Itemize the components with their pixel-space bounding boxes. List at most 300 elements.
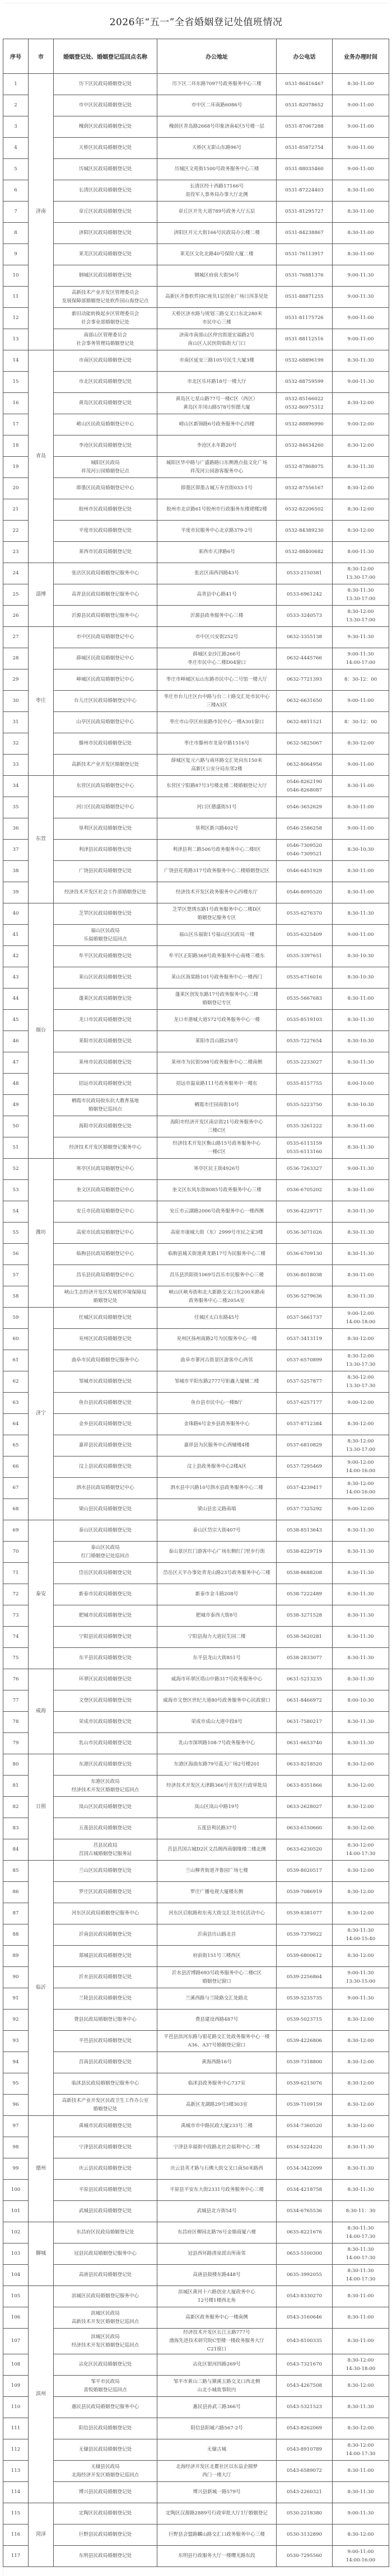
- office-name: [54, 457, 157, 478]
- table-row: [3, 308, 389, 329]
- office-phone: [277, 1946, 333, 1967]
- office-phone: [277, 1690, 333, 1712]
- row-number: 8: [3, 223, 29, 244]
- office-phone: [277, 2546, 333, 2567]
- office-hours: [333, 2031, 389, 2052]
- office-hours: [333, 521, 389, 542]
- row-number: 13: [3, 329, 29, 350]
- row-number: 21: [3, 499, 29, 521]
- table-row: [3, 2137, 389, 2158]
- office-name-line: 市南区民政局婚姻登记处: [78, 358, 132, 363]
- office-address-line: 退役军人事务局办事大厅北侧: [185, 191, 248, 198]
- office-address: [157, 967, 277, 989]
- office-name-line: 红门婚姻登记处巡回点: [81, 1553, 129, 1559]
- office-name-line: 经济技术开发区婚姻登记巡回点: [71, 1787, 139, 1793]
- office-name-line: 招远市民政局婚姻登记处: [78, 1081, 132, 1086]
- office-hours: [333, 1031, 389, 1052]
- office-phone-line: 0536-6709130: [286, 1251, 323, 1257]
- office-hours: [333, 2439, 389, 2461]
- office-name: [54, 1371, 157, 1393]
- office-phone-line: 0543-5321523: [286, 2404, 323, 2410]
- office-phone: [277, 2397, 333, 2418]
- office-hours: [333, 223, 389, 244]
- office-hours-line: 8:30-12:00: [347, 566, 374, 572]
- row-number: 51: [3, 1137, 29, 1159]
- header-hours: 业务办理时间: [333, 39, 389, 74]
- office-phone-line: 0532-68896199: [285, 358, 324, 363]
- office-address-line: 博兴县新城一路579号: [193, 2489, 241, 2495]
- office-phone-line: 0631-7580217: [286, 1719, 323, 1725]
- office-phone-line: 0539-6800612: [286, 1953, 323, 1959]
- row-number: 16: [3, 393, 29, 414]
- office-address: [157, 1223, 277, 1244]
- office-phone-line: 0532-82206502: [285, 507, 324, 512]
- office-address-line: 冠县西环路清泉派出所南邻: [188, 2251, 246, 2256]
- office-phone-line: 0531-87067288: [285, 124, 324, 129]
- office-name: [54, 2503, 157, 2525]
- office-name-line: 张店区民政局婚姻登记服务中心: [71, 570, 139, 576]
- office-hours-line: 8:30-11:00: [347, 783, 374, 789]
- office-phone: [277, 521, 333, 542]
- office-phone-line: 0539-6213076: [286, 2081, 323, 2086]
- office-address-line: 经济技术开发区长江五路777号: [183, 2330, 250, 2335]
- office-address: [157, 499, 277, 521]
- table-row: [3, 989, 389, 1010]
- office-address-line: 高青县中心路41号: [197, 592, 237, 597]
- table-row: [3, 1371, 389, 1393]
- office-phone-line: 0543-8100335: [286, 2338, 323, 2344]
- office-address: [157, 308, 277, 329]
- office-phone: [277, 925, 333, 946]
- office-hours: [333, 159, 389, 180]
- office-hours: [333, 648, 389, 669]
- office-address: [157, 180, 277, 202]
- row-number: 12: [3, 308, 29, 329]
- office-phone: [277, 1329, 333, 1350]
- row-number: 19: [3, 457, 29, 478]
- office-name-line: 胶州市民政局婚姻登记处: [78, 507, 132, 512]
- office-name-line: 市中区民政局婚姻登记处: [78, 102, 132, 108]
- office-address: [157, 1010, 277, 1031]
- office-name-line: 宁津县民政局婚姻登记处: [78, 2144, 132, 2150]
- office-hours: [333, 2158, 389, 2180]
- office-phone: [277, 180, 333, 202]
- office-hours-line: 8:30-12:00: [347, 741, 374, 746]
- office-address: [157, 1244, 277, 1265]
- office-address: [157, 414, 277, 435]
- office-phone-line: 0533-6961242: [286, 592, 323, 597]
- office-phone: [277, 755, 333, 776]
- office-hours: [333, 1435, 389, 1456]
- office-hours: [333, 1265, 389, 1286]
- office-hours: [333, 2397, 389, 2418]
- office-hours: [333, 1201, 389, 1223]
- office-address-line: 经济技术开发区天津路366号开发区行政审批局: [166, 1783, 267, 1788]
- office-phone: [277, 1350, 333, 1371]
- office-name-line: 薛城区民政局婚姻登记中心: [76, 655, 134, 661]
- table-row: [3, 180, 389, 202]
- office-hours: [333, 1095, 389, 1116]
- row-number: 101: [3, 2201, 29, 2222]
- office-name: [54, 2329, 157, 2354]
- office-name-line: 山亭区民政局婚姻登记中心: [76, 719, 134, 725]
- office-hours: [333, 202, 389, 223]
- office-phone-line: 0537-4239417: [286, 1485, 323, 1491]
- table-row: [3, 2222, 389, 2244]
- office-hours: [333, 478, 389, 499]
- office-address: [157, 1350, 277, 1371]
- table-row: [3, 1456, 389, 1478]
- office-name: [54, 1839, 157, 1861]
- office-address: [157, 1180, 277, 1201]
- office-hours-line: 8:30-11:00: [347, 188, 374, 193]
- row-number: 37: [3, 840, 29, 861]
- table-row: [3, 2418, 389, 2439]
- office-name: [54, 2265, 157, 2286]
- office-hours: [333, 2461, 389, 2482]
- office-name: [54, 2418, 157, 2439]
- office-address: [157, 755, 277, 776]
- office-hours: [333, 350, 389, 372]
- office-phone: [277, 2286, 333, 2307]
- office-address-line: 蓬莱区创发东路17号政务服务中心三楼: [175, 991, 259, 997]
- office-phone: [277, 1201, 333, 1223]
- row-number: 42: [3, 946, 29, 967]
- office-hours-line: 8:30-12:00: [347, 2383, 374, 2388]
- office-phone-line: 0631-8466972: [286, 1698, 323, 1703]
- office-name: [54, 2031, 157, 2052]
- office-hours-line: 14:00-15:40: [346, 1936, 376, 1942]
- office-address-line: 经济技术开发区政务服务中心四楼东厅: [175, 889, 258, 895]
- office-address: [157, 521, 277, 542]
- office-hours-line: 8:30-11:30: [347, 2144, 374, 2150]
- city-cell: 淄博: [29, 563, 54, 627]
- office-phone-line: 0531-85872754: [285, 145, 324, 151]
- office-hours: [333, 1350, 389, 1371]
- office-hours-line: 8：30-12：00: [344, 677, 377, 682]
- office-address: [157, 606, 277, 627]
- row-number: 58: [3, 1286, 29, 1308]
- office-address-line: 平原县平安东大街2331号政务服务中心三楼: [170, 2187, 264, 2193]
- office-phone: [277, 1265, 333, 1286]
- city-cell: 滨州: [29, 2286, 54, 2503]
- office-phone-line: 0537-5661737: [286, 1315, 323, 1320]
- office-address-line: 临朐县城关街道黄龙路17号为民服务中心三楼: [167, 1251, 266, 1257]
- office-name-line: 滨城区民政局: [91, 2310, 120, 2316]
- table-row: [3, 1159, 389, 1180]
- table-row: [3, 648, 389, 669]
- office-phone-line: 0546-2586258: [286, 826, 323, 831]
- row-number: 36: [3, 818, 29, 840]
- office-address-line: C21窗口: [207, 2346, 227, 2352]
- table-row: [3, 1903, 389, 1924]
- office-hours-line: 8:30-11:30: [347, 1209, 374, 1214]
- table-row: [3, 967, 389, 989]
- table-row: [3, 797, 389, 818]
- office-name-line: 肥城市民政局婚姻登记处: [78, 1613, 132, 1618]
- row-number: 9: [3, 244, 29, 265]
- office-phone-line: 0535-6325409: [286, 932, 323, 938]
- office-name-line: 东昌府区民政局婚姻登记处: [76, 2230, 134, 2235]
- office-name-line: 惠民县民政局婚姻登记服务中心: [71, 2404, 139, 2410]
- office-phone: [277, 74, 333, 95]
- table-row: [3, 2546, 389, 2567]
- office-hours-line: 8:30-12:00: [347, 400, 374, 406]
- office-address-line: 即墨区即墨古城万寿宫街033-1号: [181, 485, 253, 491]
- office-phone-line: 0632-4445766: [286, 655, 323, 661]
- row-number: 46: [3, 1031, 29, 1052]
- row-number: 7: [3, 202, 29, 223]
- office-address-line: 兖州区扬州南路2号为民服务中心一楼: [176, 1336, 257, 1342]
- table-row: [3, 1712, 389, 1733]
- office-hours: [333, 1924, 389, 1946]
- office-name: [54, 1137, 157, 1159]
- office-name: [54, 925, 157, 946]
- office-phone: [277, 584, 333, 606]
- table-row: [3, 2031, 389, 2052]
- row-number: 112: [3, 2439, 29, 2461]
- office-name-line: 鱼台县民政局婚姻登记处: [78, 1400, 132, 1406]
- office-address: [157, 2201, 277, 2222]
- office-name-line: 台儿庄区民政局婚姻登记中心: [74, 698, 137, 704]
- office-phone-line: 0543-7321670: [286, 2362, 323, 2367]
- office-hours: [333, 2525, 389, 2546]
- office-address-line: 福山区乐福街1号福山区民政局一楼: [179, 932, 255, 938]
- row-number: 43: [3, 967, 29, 989]
- office-hours-line: 9:00-11:00: [347, 762, 374, 767]
- office-name-line: 费县民政局婚姻登记服务中心: [74, 2017, 137, 2022]
- office-address: [157, 563, 277, 584]
- row-number: 56: [3, 1244, 29, 1265]
- office-phone: [277, 159, 333, 180]
- office-address-line: 宁阳县海力大道民生园二楼: [188, 1634, 246, 1640]
- office-address-line: 平邑县滨河东路与银花路交汇处政务服务中心一楼: [164, 2034, 270, 2040]
- office-hours-line: 8:30-12:00: [347, 2357, 374, 2363]
- office-phone: [277, 1520, 333, 1542]
- office-hours-line: 8:30-12:00: [347, 1804, 374, 1810]
- table-row: [3, 1478, 389, 1499]
- office-address: [157, 1456, 277, 1478]
- city-cell: 烟台: [29, 903, 54, 1159]
- table-row: [3, 627, 389, 648]
- office-address-line: 城阳区华中路与广盛路路口东侧渔点盐文化广场: [166, 460, 268, 466]
- office-name-line: 牟平区民政局婚姻登记处: [78, 953, 132, 959]
- office-address-line: 渤海先进技术研究院C型楼一楼政务服务大厅: [169, 2338, 264, 2344]
- office-hours-line: 8:30-11:00: [347, 1187, 374, 1193]
- office-phone: [277, 2010, 333, 2031]
- office-hours-line: 9:00-12:00: [347, 421, 374, 427]
- office-phone-line: 0653-5100300: [286, 2251, 323, 2256]
- office-phone: [277, 435, 333, 457]
- office-name-line: 罗庄区民政局婚姻登记处: [78, 1889, 132, 1895]
- office-phone-line: 0532-85166022: [285, 396, 324, 402]
- office-name-line: 任城区民政局婚姻登记处: [78, 1315, 132, 1320]
- office-name-line: 兖州区民政局婚姻登记处: [78, 1336, 132, 1342]
- row-number: 89: [3, 1946, 29, 1967]
- office-hours-line: 13:30-17:00: [346, 617, 376, 623]
- row-number: 92: [3, 2010, 29, 2031]
- office-phone-line: 0539-7379922: [286, 1932, 323, 1937]
- office-name: [54, 1924, 157, 1946]
- office-name-line: 天桥区民政局婚姻登记处: [78, 145, 132, 151]
- office-address-line: 府前街151号三楼西区: [193, 1953, 241, 1959]
- office-address-line: 河口区德盛街51号: [197, 804, 237, 810]
- office-hours: [333, 435, 389, 457]
- office-hours-line: 8:30-11:00: [347, 1272, 374, 1278]
- office-address-line: 崂山区新锦路6号政务服务中心四楼: [179, 421, 255, 427]
- office-name-line: 寒亭区民政局婚姻登记中心: [76, 1166, 134, 1172]
- office-hours-line: 8:30-12:00: [347, 1336, 374, 1342]
- office-name-line: 莱州市民政局婚姻登记处: [78, 1060, 132, 1065]
- office-hours-line: 8:30-10:30: [347, 1038, 374, 1044]
- office-name-line: 阳信县民政局婚姻登记处: [78, 2425, 132, 2431]
- office-hours-line: 13:30-15:00: [346, 1978, 376, 1984]
- table-row: [3, 2158, 389, 2180]
- office-address-line: 沂水县沂博路693号政务服务中心二楼C区: [171, 1970, 262, 1976]
- office-hours-line: 8:30-12:00: [347, 2425, 374, 2431]
- office-address-line: 莱山区海棠路101号政务服务中心一楼西门: [171, 975, 263, 980]
- office-hours-line: 8:30-11:00: [347, 209, 374, 214]
- office-address-line: 庆云县英才路与石佛大街交叉口南50米路西: [170, 2166, 263, 2171]
- office-address-line: 莱芜区文化北路40号保险大厦二楼: [180, 251, 254, 257]
- office-address-line: 莱阳市昌山路258号: [195, 1038, 239, 1044]
- office-phone-line: 0531-82078652: [285, 102, 324, 108]
- office-phone-line: 0543-4267508: [286, 2383, 323, 2388]
- office-address: [157, 1478, 277, 1499]
- office-hours: [333, 584, 389, 606]
- office-name-line: 安丘市民政局婚姻登记中心: [76, 1209, 134, 1214]
- row-number: 94: [3, 2052, 29, 2073]
- office-hours-line: 9:00-11:00: [347, 102, 374, 108]
- office-phone: [277, 967, 333, 989]
- office-address-line: 牟平区正阳路368号政务服务中心南楼三楼东: [169, 953, 265, 959]
- office-hours-line: 8:30-11:30: [347, 1017, 374, 1023]
- row-number: 71: [3, 1563, 29, 1584]
- table-row: [3, 606, 389, 627]
- office-hours-line: 8:30-12:00: [347, 2059, 374, 2065]
- office-address: [157, 74, 277, 95]
- office-hours: [333, 180, 389, 202]
- office-hours-line: 8:30-12:00: [347, 1910, 374, 1916]
- office-hours: [333, 1967, 389, 1988]
- office-phone-line: 0543-3160646: [286, 2315, 323, 2320]
- office-address: [157, 2010, 277, 2031]
- office-name-line: 平度市民政局婚姻登记处: [78, 528, 132, 533]
- office-name-line: 市北区民政局婚姻登记处: [78, 379, 132, 385]
- city-cell: 德州: [29, 2116, 54, 2222]
- office-hours: [333, 691, 389, 712]
- office-name-line: 昌乐县民政局婚姻登记中心: [76, 1272, 134, 1278]
- office-hours: [333, 116, 389, 138]
- office-address-line: 李沧区永年路20号: [197, 443, 237, 448]
- row-number: 64: [3, 1414, 29, 1435]
- office-phone: [277, 712, 333, 733]
- office-phone: [277, 2222, 333, 2244]
- office-hours: [333, 563, 389, 584]
- office-phone-line: 0632-3355138: [286, 634, 323, 640]
- office-phone: [277, 1074, 333, 1095]
- office-hours-line: 9:00-11:00: [347, 698, 374, 704]
- office-name: [54, 95, 157, 116]
- table-row: [3, 2503, 389, 2525]
- office-phone: [277, 1988, 333, 2010]
- office-hours-line: 8:30-12:00: [347, 528, 374, 533]
- office-address-line: 张店区南西四路43号: [194, 570, 239, 576]
- office-address: [157, 1052, 277, 1074]
- office-phone: [277, 1478, 333, 1499]
- office-address: [157, 287, 277, 308]
- office-phone-line: 0531-88035460: [285, 166, 324, 172]
- row-number: 91: [3, 1988, 29, 2010]
- office-hours: [333, 1478, 389, 1499]
- office-phone-line: 0633-8218520: [286, 1762, 323, 1767]
- office-name-line: 广饶县民政局婚姻登记处: [78, 868, 132, 874]
- office-name: [54, 542, 157, 563]
- table-row: [3, 1690, 389, 1712]
- office-name: [54, 712, 157, 733]
- office-phone: [277, 287, 333, 308]
- office-name: [54, 414, 157, 435]
- office-hours: [333, 542, 389, 563]
- office-name-line: 婚姻登记处: [93, 2106, 118, 2112]
- office-name-line: 莱芜区民政局婚姻登记处: [78, 251, 132, 257]
- office-address-line: 梁山县忠义路南端: [197, 1506, 236, 1512]
- city-cell: 日照: [29, 1754, 54, 1861]
- office-phone-line: 0543-6589072: [286, 2468, 323, 2474]
- office-hours: [333, 1903, 389, 1924]
- office-phone: [277, 1435, 333, 1456]
- row-number: 24: [3, 563, 29, 584]
- office-name: [54, 967, 157, 989]
- row-number: 45: [3, 1010, 29, 1031]
- office-hours: [333, 1754, 389, 1776]
- office-name-line: 滕州市民政局婚姻登记处: [78, 741, 132, 746]
- row-number: 41: [3, 925, 29, 946]
- office-phone-line: 0539-5235735: [286, 1996, 323, 2001]
- office-name: [54, 1776, 157, 1797]
- office-phone-line: 0535-3397651: [286, 953, 323, 959]
- office-hours-line: 8:30-12:00: [347, 1842, 374, 1848]
- office-phone: [277, 2201, 333, 2222]
- office-phone-line: 0534-6765536: [286, 2208, 323, 2214]
- office-name-line: 金乡县民政局婚姻登记处: [78, 1421, 132, 1427]
- city-cell: 威海: [29, 1669, 54, 1754]
- office-address-line: 东平县龙山大街851号: [193, 1655, 241, 1661]
- office-hours-line: 8:30-10:30: [347, 953, 374, 959]
- office-name: [54, 1456, 157, 1478]
- office-phone-line: 0546-3652629: [286, 804, 323, 810]
- office-address: [157, 2376, 277, 2397]
- office-phone-line: 0532-88400682: [285, 549, 324, 555]
- row-number: 78: [3, 1712, 29, 1733]
- office-address: [157, 2158, 277, 2180]
- table-row: [3, 2307, 389, 2329]
- office-phone-line: 0531-86416467: [285, 81, 324, 87]
- row-number: 11: [3, 287, 29, 308]
- office-hours-line: 8:30-12:00: [347, 1889, 374, 1895]
- office-phone-line: 0539-5023715: [286, 2017, 323, 2022]
- office-name-line: 兰陵县民政局婚姻登记处: [78, 1996, 132, 2001]
- office-name: [54, 1690, 157, 1712]
- office-address-line: 婚姻登记专区: [202, 1000, 231, 1006]
- office-address: [157, 1733, 277, 1754]
- office-address-line: 滨城区黄河十六路创业大厦政务中心: [178, 2289, 255, 2295]
- table-row: [3, 2244, 389, 2265]
- office-name: [54, 584, 157, 606]
- office-hours: [333, 393, 389, 414]
- office-name-line: 东港区民政局婚姻登记处: [78, 1762, 132, 1767]
- page-bottom-edge: [3, 2567, 389, 2576]
